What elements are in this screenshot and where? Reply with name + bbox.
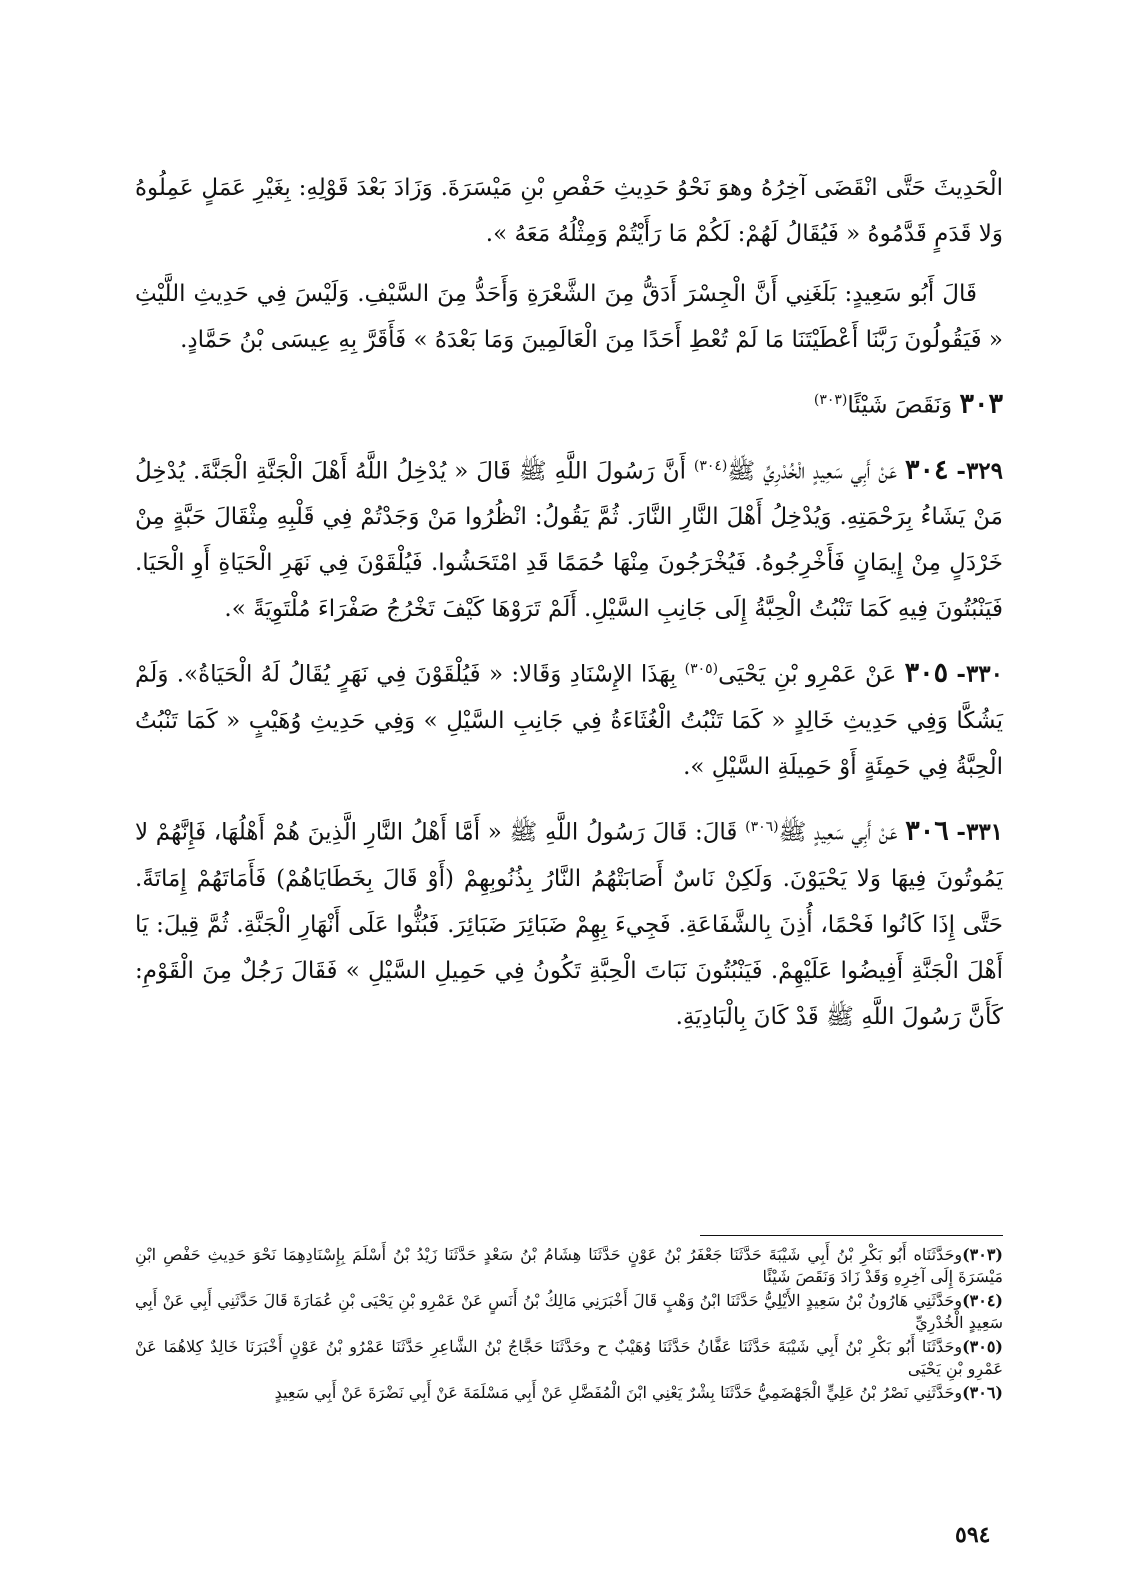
footnote-304 [135,1290,1003,1334]
footnote-number: (٣٠٦) [962,1383,1003,1402]
footnote-text: وحَدَّثَنِي نَصْرُ بْنُ عَلِيٍّ الْجَهْضَمِيُّ حَدَّثَنَا بِشْرٌ يَعْنِي ابْنَ الْمُفَضَّلِ عَنْ أَبِي مَسْلَمَةَ عَنْ أَبِي نَضْرَةَ عَنْ أَبِي سَعِيدٍ [274,1383,963,1402]
footnote-text: وحَدَّثَنَا أَبُو بَكْرِ بْنُ أَبِي شَيْبَةَ حَدَّثَنَا عَفَّانُ حَدَّثَنَا وُهَيْبٌ ح وحَدَّثَنَا حَجَّاجُ بْنُ الشَّاعِرِ حَدَّثَنَا عَمْرُو بْنُ عَوْنٍ أَخْبَرَنَا خَالِدٌ كِلاهُمَا عَنْ عَمْرِو بْنِ يَحْيَى [135,1337,1003,1378]
page-number: ٥٩٤ [955,1522,991,1548]
hadith-331-index: ٣٣١- [956,818,1004,846]
footnote-number: (٣٠٥) [962,1337,1003,1356]
footnote-number: (٣٠٤) [962,1291,1003,1310]
footnote-text: وحَدَّثَنَاه أَبُو بَكْرِ بْنُ أَبِي شَيْبَةَ حَدَّثَنَا جَعْفَرُ بْنُ عَوْنٍ حَدَّثَنَا هِشَامُ بْنُ سَعْدٍ حَدَّثَنَا زَيْدُ بْنُ أَسْلَمَ بِإِسْنَادِهِمَا نَحْوَ حَدِيثِ حَفْصِ ابْنِ مَيْسَرَةَ إِلَى آخِرِهِ وَقَدْ زَادَ وَنَقَصَ شَيْئًا [135,1245,1003,1286]
hadith-331-number: ٣٠٦ [905,815,949,847]
hadith-330-lead: عَنْ عَمْرِو بْنِ يَحْيَى [718,661,897,688]
footnote-306 [135,1382,1003,1404]
paragraph-1: الْحَدِيثَ حَتَّى انْقَضَى آخِرُهُ وهوَ نَحْوُ حَدِيثِ حَفْصِ بْنِ مَيْسَرَةَ. وَزَادَ بَعْدَ قَوْلِهِ: بِغَيْرِ عَمَلٍ عَمِلُوهُ وَلا قَدَمٍ قَدَّمُوهُ « فَيُقَالُ لَهُمْ: لَكُمْ مَا رَأَيْتُمْ وَمِثْلُهُ مَعَهُ ». [135,175,1003,247]
hadith-330-number: ٣٠٥ [904,657,949,689]
hadith-303-footnote-ref: (٣٠٣) [813,392,848,408]
footnote-divider [700,1235,1003,1236]
hadith-331 [135,804,1003,1040]
footnotes [135,1244,1003,1406]
hadith-329-index: ٣٢٩- [956,457,1003,485]
hadith-331-lead: عَنْ أَبِي سَعِيدٍ ﷺ [778,819,898,846]
hadith-329-footnote-ref: (٣٠٤) [693,457,728,474]
hadith-329-number: ٣٠٤ [904,454,949,486]
hadith-329 [135,443,1003,633]
hadith-303-line [135,377,1003,429]
hadith-330-text: بِهَذَا الإِسْنَادِ وَقَالا: « فَيُلْقَوْنَ فِي نَهَرٍ يُقَالُ لَهُ الْحَيَاةُ». وَلَمْ يَشُكَّا وَفِي حَدِيثِ خَالِدٍ « كَمَا تَنْبُتُ الْغُثَاءَةُ فِي جَانِبِ السَّيْلِ » وَفِي حَدِيثِ وُهَيْبٍ « كَمَا تَنْبُتُ الْحِبَّةُ فِي حَمِئَةٍ أَوْ حَمِيلَةِ السَّيْلِ ». [135,661,1003,780]
hadith-331-text: قَالَ: قَالَ رَسُولُ اللَّهِ ﷺ « أَمَّا أَهْلُ النَّارِ الَّذِينَ هُمْ أَهْلُهَا، فَإِنَّهُمْ لا يَمُوتُونَ فِيهَا وَلا يَحْيَوْنَ. وَلَكِنْ نَاسٌ أَصَابَتْهُمُ النَّارُ بِذُنُوبِهِمْ (أَوْ قَالَ بِخَطَايَاهُمْ) فَأَمَاتَهُمْ إِمَاتَةً. حَتَّى إِذَا كَانُوا فَحْمًا، أُذِنَ بِالشَّفَاعَةِ. فَجِيءَ بِهِمْ ضَبَائِرَ ضَبَائِرَ. فَبُثُّوا عَلَى أَنْهَارِ الْجَنَّةِ. ثُمَّ قِيلَ: يَا أَهْلَ الْجَنَّةِ أَفِيضُوا عَلَيْهِمْ. فَيَنْبُتُونَ نَبَاتَ الْحِبَّةِ تَكُونُ فِي حَمِيلِ السَّيْلِ » فَقَالَ رَجُلٌ مِنَ الْقَوْمِ: كَأَنَّ رَسُولَ اللَّهِ ﷺ قَدْ كَانَ بِالْبَادِيَةِ. [135,819,1003,1030]
hadith-303-text: وَنَقَصَ شَيْئًا [847,392,953,419]
hadith-330-footnote-ref: (٣٠٥) [684,661,719,678]
footnote-text: وحَدَّثَنِي هَارُونُ بْنُ سَعِيدٍ الأَيْلِيُّ حَدَّثَنَا ابْنُ وَهْبٍ قَالَ أَخْبَرَنِي مَالِكُ بْنُ أَنَسٍ عَنْ عَمْرِو بْنِ يَحْيَى بْنِ عُمَارَةَ قَالَ حَدَّثَنِي أَبِي عَنْ أَبِي سَعِيدٍ الْخُدْرِيِّ [135,1291,1003,1332]
footnote-305 [135,1336,1003,1380]
footnote-number: (٣٠٣) [962,1245,1003,1264]
main-text [135,165,1003,1040]
hadith-330 [135,646,1003,790]
hadith-331-footnote-ref: (٣٠٦) [745,818,779,835]
hadith-303-number: ٣٠٣ [959,388,1003,420]
hadith-329-lead: عَنْ أَبِي سَعِيدٍ الْخُدْرِيِّ ﷺ [727,458,898,485]
footnote-303 [135,1244,1003,1288]
hadith-330-index: ٣٣٠- [956,660,1004,688]
paragraph-2: قَالَ أَبُو سَعِيدٍ: بَلَغَنِي أَنَّ الْجِسْرَ أَدَقُّ مِنَ الشَّعْرَةِ وَأَحَدُّ مِنَ السَّيْفِ. وَلَيْسَ فِي حَدِيثِ اللَّيْثِ « فَيَقُولُونَ رَبَّنَا أَعْطَيْتَنَا مَا لَمْ تُعْطِ أَحَدًا مِنَ الْعَالَمِينَ وَمَا بَعْدَهُ » فَأَقَرَّ بِهِ عِيسَى بْنُ حَمَّادٍ. [135,281,1003,353]
hadith-329-text: أَنَّ رَسُولَ اللَّهِ ﷺ قَالَ « يُدْخِلُ اللَّهُ أَهْلَ الْجَنَّةِ الْجَنَّةَ. يُدْخِلُ مَنْ يَشَاءُ بِرَحْمَتِهِ. وَيُدْخِلُ أَهْلَ النَّارِ النَّارَ. ثُمَّ يَقُولُ: انْظُرُوا مَنْ وَجَدْتُمْ فِي قَلْبِهِ مِثْقَالَ حَبَّةٍ مِنْ خَرْدَلٍ مِنْ إِيمَانٍ فَأَخْرِجُوهُ. فَيُخْرَجُونَ مِنْهَا حُمَمًا قَدِ امْتَحَشُوا. فَيُلْقَوْنَ فِي نَهَرِ الْحَيَاةِ أَوِ الْحَيَا. فَيَنْبُتُونَ فِيهِ كَمَا تَنْبُتُ الْحِبَّةُ إِلَى جَانِبِ السَّيْلِ. أَلَمْ تَرَوْهَا كَيْفَ تَخْرُجُ صَفْرَاءَ مُلْتَوِيَةً ». [135,458,1003,623]
